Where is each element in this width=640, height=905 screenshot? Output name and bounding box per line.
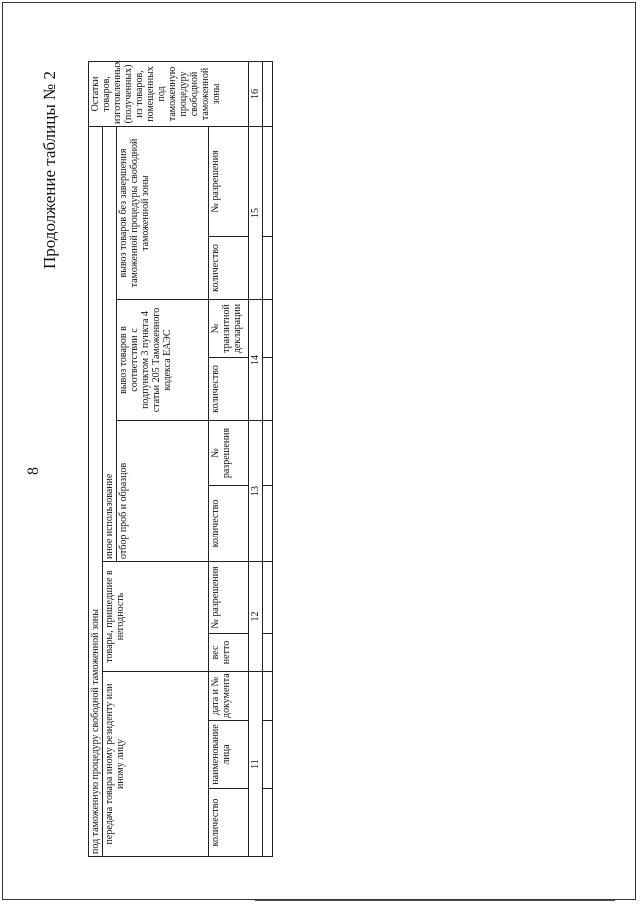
header-remainders: Остатки товаров, изготовленных (полученных) из товаров, помещенных под таможенную процедуру свободной таможенной зоны (89, 61, 249, 126)
header-transfer: передача товара иному резиденту или иному лицу (103, 672, 209, 857)
column-number: 16 (249, 61, 263, 126)
column-number: 11 (249, 672, 263, 857)
header-procedure: под таможенную процедуру свободной таможенной зоны (89, 126, 103, 856)
table-cell (263, 672, 273, 721)
sub-permit-no: № разрешения (209, 126, 249, 236)
header-spoilage: товары, пришедшие в негодность (103, 562, 209, 672)
sub-net-weight: вес нетто (209, 634, 249, 672)
sub-transit-decl-no: № транзитной декларации (209, 300, 249, 358)
table-cell (263, 126, 273, 236)
table-title (40, 71, 60, 269)
table-cell (263, 789, 273, 857)
header-export-transit: вывоз товаров в соответствии с подпунктом 3 пункта 4 статьи 205 Таможенного кодекса ЕАЭС (117, 300, 209, 421)
sub-quantity: количество (209, 486, 249, 562)
column-number: 14 (249, 300, 263, 421)
sub-quantity: количество (209, 237, 249, 300)
header-samples: отбор проб и образцов (117, 421, 209, 562)
header-other-use: иное использование (103, 126, 117, 561)
header-export-no-completion: вывоз товаров без завершения таможенной процедуры свободной таможенной зоны (117, 126, 209, 299)
table-cell (263, 486, 273, 562)
sub-person-name: наименование лица (209, 721, 249, 789)
sub-date-doc: дата и № документа (209, 672, 249, 721)
table-title-text: Продолжение таблицы № 2 (40, 71, 59, 269)
column-number: 13 (249, 421, 263, 562)
table-cell (263, 634, 273, 672)
sub-permit-no: № разрешения (209, 562, 249, 634)
table-cell (263, 300, 273, 358)
table-cell (263, 61, 273, 126)
table-rotated (88, 62, 268, 857)
table-cell (263, 358, 273, 421)
sub-quantity: количество (209, 358, 249, 421)
table-rotated-wrapper (88, 62, 268, 857)
table-cell (263, 237, 273, 300)
sub-quantity: количество (209, 789, 249, 857)
column-number: 15 (249, 126, 263, 299)
sub-permit-no: № разрешения (209, 421, 249, 486)
bottom-rule (255, 900, 615, 901)
page-number: 8 (25, 467, 42, 475)
table-cell (263, 421, 273, 486)
table-cell (263, 562, 273, 634)
table-cell (263, 721, 273, 789)
column-number: 12 (249, 562, 263, 672)
customs-table (88, 61, 273, 857)
